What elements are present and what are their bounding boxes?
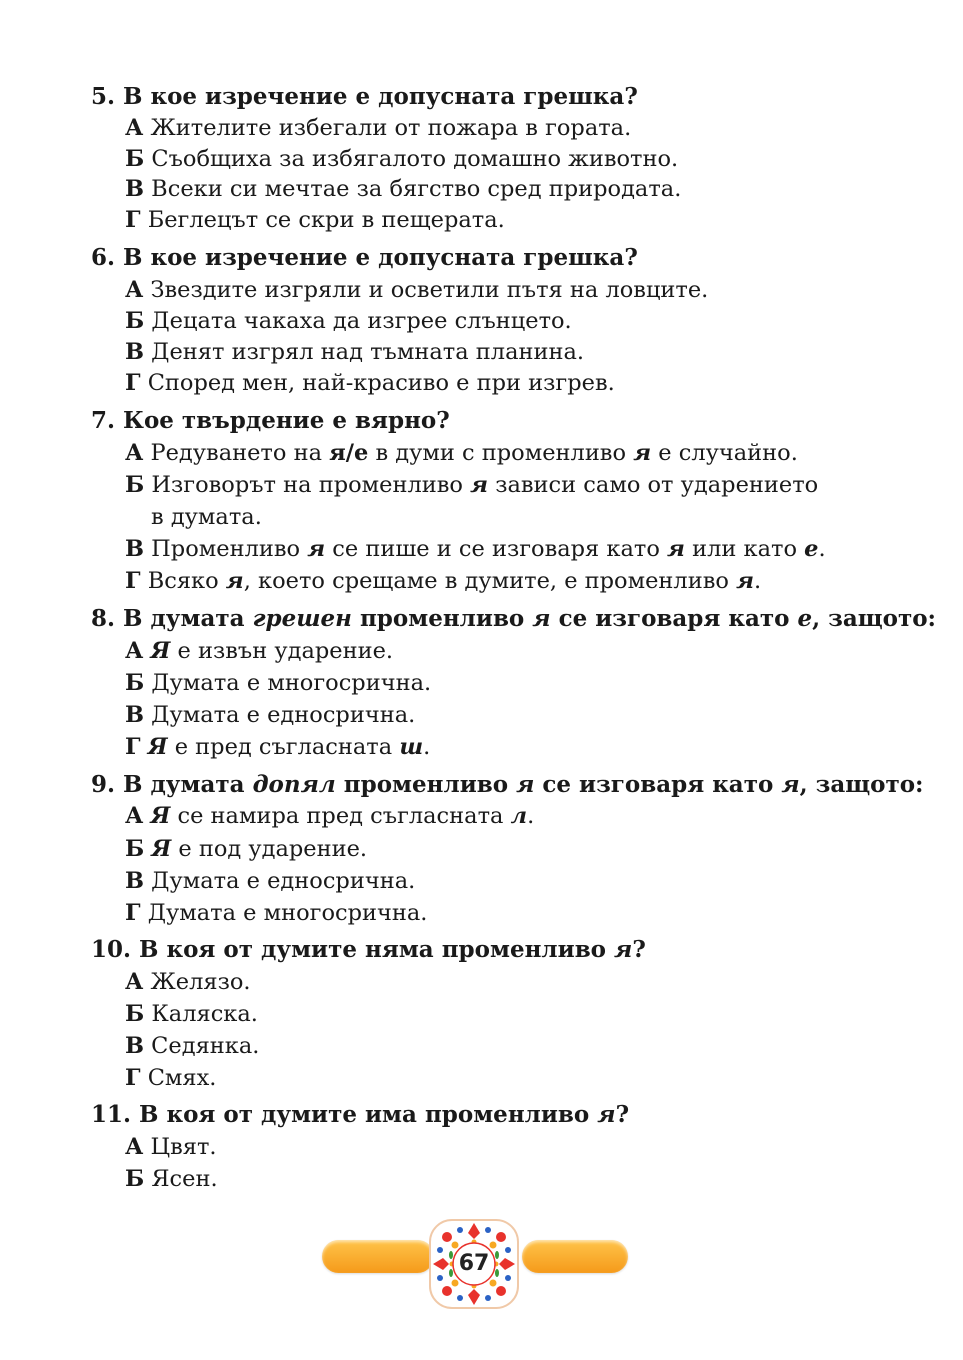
option-letter: Г xyxy=(125,207,141,233)
bold-italic-letter: Я xyxy=(150,638,171,664)
option-letter: Б xyxy=(125,472,145,498)
bold-italic-letter: Я xyxy=(150,803,171,829)
option-text: Каляска. xyxy=(144,1001,258,1027)
q8-option-c xyxy=(125,702,415,728)
q8-option-b xyxy=(125,670,431,696)
option-text: Всяко xyxy=(140,568,226,594)
option-text: Ясен. xyxy=(144,1166,218,1192)
option-text: . xyxy=(423,734,431,760)
option-text: Жителите избегали от пожара в гората. xyxy=(143,115,632,141)
title-italic-word: допял xyxy=(252,771,336,798)
q6-option-d xyxy=(125,370,615,396)
option-letter: Б xyxy=(125,1166,145,1192)
option-text: Денят изгрял над тъмната планина. xyxy=(144,339,585,365)
q6-option-a xyxy=(125,277,708,303)
option-text: Децата чакаха да изгрее слънцето. xyxy=(144,308,572,334)
option-text: Думата е многосрична. xyxy=(140,900,428,926)
bold-italic-letter: я xyxy=(736,568,754,594)
title-text: променливо xyxy=(351,605,533,632)
q8-option-d xyxy=(125,734,430,760)
question-10-title xyxy=(91,936,646,963)
option-letter: В xyxy=(125,339,145,365)
option-text: Беглецът се скри в пещерата. xyxy=(140,207,505,233)
option-letter: А xyxy=(125,969,144,995)
option-text: , което срещаме в думите, е променливо xyxy=(243,568,737,594)
q5-option-a xyxy=(125,115,631,141)
option-text: Звездите изгряли и осветили пътя на ловците. xyxy=(143,277,709,303)
option-text: или като xyxy=(684,536,805,562)
q9-option-c xyxy=(125,868,415,894)
option-letter: В xyxy=(125,536,145,562)
option-letter: В xyxy=(125,1033,145,1059)
footer-bar-left xyxy=(322,1240,434,1273)
option-text: Смях. xyxy=(140,1065,217,1091)
bold-italic-letter: я xyxy=(470,472,489,498)
option-text: Всеки си мечтае за бягство сред природата. xyxy=(144,176,682,202)
q9-option-b xyxy=(125,836,367,862)
option-letter: Б xyxy=(125,308,145,334)
title-text: се изговаря като xyxy=(550,605,798,632)
bold-italic-letter: е xyxy=(804,536,819,562)
option-text: Седянка. xyxy=(144,1033,260,1059)
q7-option-b xyxy=(125,472,818,498)
title-text: 9. В думата xyxy=(91,771,253,798)
option-text: се намира пред съгласната xyxy=(170,803,511,829)
title-text: 8. В думата xyxy=(91,605,253,632)
title-text: 11. В коя от думите има променливо xyxy=(91,1101,598,1128)
option-text: Думата е многосрична. xyxy=(144,670,432,696)
question-11-title xyxy=(91,1101,629,1128)
question-9-title xyxy=(91,771,924,798)
question-5-title: 5. В кое изречение е допусната грешка? xyxy=(91,83,638,110)
option-letter: Г xyxy=(125,1065,141,1091)
title-text: , защото: xyxy=(799,771,924,798)
bold-italic-letter: ш xyxy=(399,734,424,760)
q5-option-b xyxy=(125,146,678,172)
option-text: се пише и се изговаря като xyxy=(325,536,668,562)
title-italic-word: грешен xyxy=(252,605,352,632)
bold-italic-letter: я xyxy=(307,536,326,562)
option-letter: Б xyxy=(125,836,145,862)
option-letter: Г xyxy=(125,370,141,396)
option-letter: В xyxy=(125,176,145,202)
option-letter: Г xyxy=(125,900,141,926)
option-text: . xyxy=(754,568,762,594)
q5-option-d xyxy=(125,207,505,233)
q10-option-c xyxy=(125,1033,259,1059)
q7-option-b-continuation: в думата. xyxy=(151,504,262,530)
question-6-title: 6. В кое изречение е допусната грешка? xyxy=(91,244,638,271)
title-text: ? xyxy=(615,1101,630,1128)
title-italic-letter: я xyxy=(516,771,535,798)
q10-option-a xyxy=(125,969,251,995)
question-8-title xyxy=(91,605,936,632)
bold-italic-letter: я xyxy=(633,440,652,466)
option-text: Изговорът на променливо xyxy=(144,472,471,498)
bold-italic-letter: Я xyxy=(147,734,168,760)
q9-option-d xyxy=(125,900,427,926)
q10-option-d xyxy=(125,1065,216,1091)
title-italic-letter: я xyxy=(597,1101,616,1128)
option-text: Според мен, най-красиво е при изгрев. xyxy=(140,370,615,396)
q11-option-b xyxy=(125,1166,218,1192)
q11-option-a xyxy=(125,1134,217,1160)
bold-italic-letter: л xyxy=(510,803,528,829)
option-text: . xyxy=(818,536,826,562)
title-text: 10. В коя от думите няма променливо xyxy=(91,936,615,963)
option-letter: Б xyxy=(125,1001,145,1027)
option-text: . xyxy=(527,803,535,829)
title-italic-letter: е xyxy=(797,605,813,632)
option-text: Желязо. xyxy=(143,969,251,995)
q7-option-d xyxy=(125,568,761,594)
title-italic-letter: я xyxy=(781,771,800,798)
option-text: Думата е едносрична. xyxy=(144,702,416,728)
option-letter: В xyxy=(125,702,145,728)
q9-option-a xyxy=(125,803,534,829)
option-letter: А xyxy=(125,440,144,466)
option-letter: А xyxy=(125,803,144,829)
q6-option-b xyxy=(125,308,572,334)
option-letter: А xyxy=(125,1134,144,1160)
title-text: ? xyxy=(632,936,646,963)
footer-bar-right xyxy=(522,1240,628,1273)
option-text: Променливо xyxy=(144,536,308,562)
option-letter: Г xyxy=(125,734,141,760)
title-text: променливо xyxy=(335,771,517,798)
option-text: Думата е едносрична. xyxy=(144,868,416,894)
option-letter: А xyxy=(125,115,144,141)
title-italic-letter: я xyxy=(614,936,633,963)
option-letter: А xyxy=(125,638,144,664)
bold-letters: я/е xyxy=(329,440,369,466)
q7-option-a xyxy=(125,440,798,466)
option-text: Цвят. xyxy=(143,1134,217,1160)
option-text: в думи с променливо xyxy=(368,440,634,466)
q10-option-b xyxy=(125,1001,258,1027)
option-text: Съобщиха за избягалото домашно животно. xyxy=(144,146,679,172)
title-text: , защото: xyxy=(812,605,937,632)
bold-italic-letter: я xyxy=(667,536,685,562)
option-text: е случайно. xyxy=(651,440,798,466)
q7-option-c xyxy=(125,536,826,562)
option-letter: В xyxy=(125,868,145,894)
bold-italic-letter: Я xyxy=(151,836,172,862)
option-text: зависи само от ударението xyxy=(488,472,819,498)
option-text: е пред съгласната xyxy=(167,734,400,760)
q8-option-a xyxy=(125,638,393,664)
question-7-title: 7. Кое твърдение е вярно? xyxy=(91,407,450,434)
page-number-badge xyxy=(427,1217,521,1311)
q5-option-c xyxy=(125,176,681,202)
q6-option-c xyxy=(125,339,584,365)
bold-italic-letter: я xyxy=(225,568,244,594)
title-text: се изговаря като xyxy=(534,771,782,798)
option-letter: Б xyxy=(125,670,145,696)
option-letter: Г xyxy=(125,568,141,594)
option-letter: Б xyxy=(125,146,145,172)
title-italic-letter: я xyxy=(532,605,551,632)
option-text: Редуването на xyxy=(143,440,330,466)
option-letter: А xyxy=(125,277,144,303)
option-text: е под ударение. xyxy=(171,836,368,862)
page-number: 67 xyxy=(458,1251,490,1276)
option-text: е извън ударение. xyxy=(170,638,394,664)
